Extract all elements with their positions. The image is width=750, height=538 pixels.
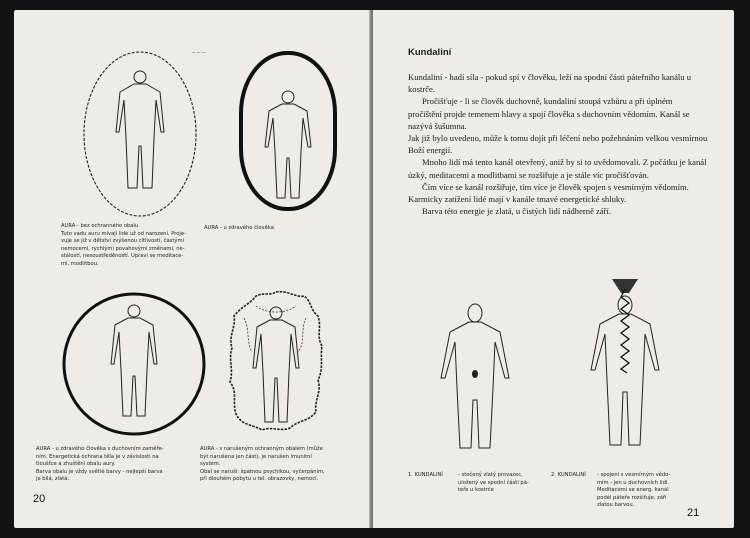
caption-aura-no-shell: AURA - bez ochranného obalu Tuto vadu auru mívají lidé už od narození. Proje- vuje se již v dětství zvýšenou citlivostí, častými nemocemi, rychlými povahovými změnami, ne- stálostí, nesoustředěností. Upraví se meditace- mi, modlitbou. (61, 223, 186, 267)
caption-aura-spiritual: AURA - u zdravého člověka s duchovním zaměře- ním. Energetická ochrana těla je v závislosti na tloušťce a zhuštění obalu aury. Barva obalu je vždy světlé barvy - nejlepší barva je bílá, zlatá. (36, 446, 164, 483)
paragraph: Kundaliní - hadí síla - pokud spí v člověku, leží na spodní části páteřního kanálu u kostrče. (408, 72, 692, 95)
top-mark: – – – (192, 50, 206, 56)
paragraph: Čím více se kanál rozšiřuje, tím více je člověk spojen s vesmírným vědomím. Karmicky zatížení lidé mají v kanále tmavé energetické shluky. (408, 181, 689, 205)
page-number-left: 20 (33, 493, 46, 505)
paragraph: Jak již bylo uvedeno, může k tomu dojít při léčení nebo požehnáním velkou vesmírnou Boží energií. (408, 133, 708, 156)
paragraph: Mnoho lidí má tento kanál otevřený, aniž by si to uvědomovali. Z počátku je kanál úzký, meditacemi a modlitbami se rozšiřuje a je stále víc pročišťován. (408, 157, 707, 180)
paragraph: Pročišťuje - li se člověk duchovně, kundaliní stoupá vzhůru a při úplném pročištění projde temenem hlavy a spojí člověka s duchovním vědomím. Kanál se nazývá šušumna. (408, 96, 690, 131)
left-page (14, 10, 371, 528)
aura-no-shell-figure (82, 50, 200, 220)
kundalini-awakened-figure (585, 275, 665, 455)
paragraph: Barva této energie je zlatá, u čistých lidí nádherně září. (422, 206, 612, 217)
body-text (408, 71, 708, 217)
page-number-right: 21 (687, 507, 700, 519)
right-page (373, 10, 734, 528)
section-heading: Kundaliní (408, 47, 452, 58)
aura-spiritual-figure (62, 292, 208, 440)
aura-damaged-figure (226, 288, 326, 436)
kundalini-1-caption: - stočený zlatý provazec, uložený ve spodní části pá- teře u kostrče (458, 472, 529, 494)
kundalini-2-label: 2. KUNDALINÍ (551, 472, 586, 478)
caption-aura-damaged: AURA - s narušeným ochranným obalem (může být narušena jen část), je narušen imunitní systém. Obal se naruší: špatnou psychikou, vyčerpáním, při dlouhém pobytu u tel. obrazovky, nemocí. (200, 446, 325, 483)
caption-aura-healthy: AURA - u zdravého člověka (204, 225, 274, 231)
kundalini-dormant-figure (435, 302, 515, 452)
kundalini-2-caption: - spojení s vesmírným vědo- mím - jen u duchovních lidí. Meditacemi se energ. kanál podél páteře rozšiřuje, září zlatou barvou. (597, 472, 671, 509)
aura-healthy-figure (238, 50, 338, 215)
kundalini-1-label: 1. KUNDALINÍ (408, 472, 443, 478)
